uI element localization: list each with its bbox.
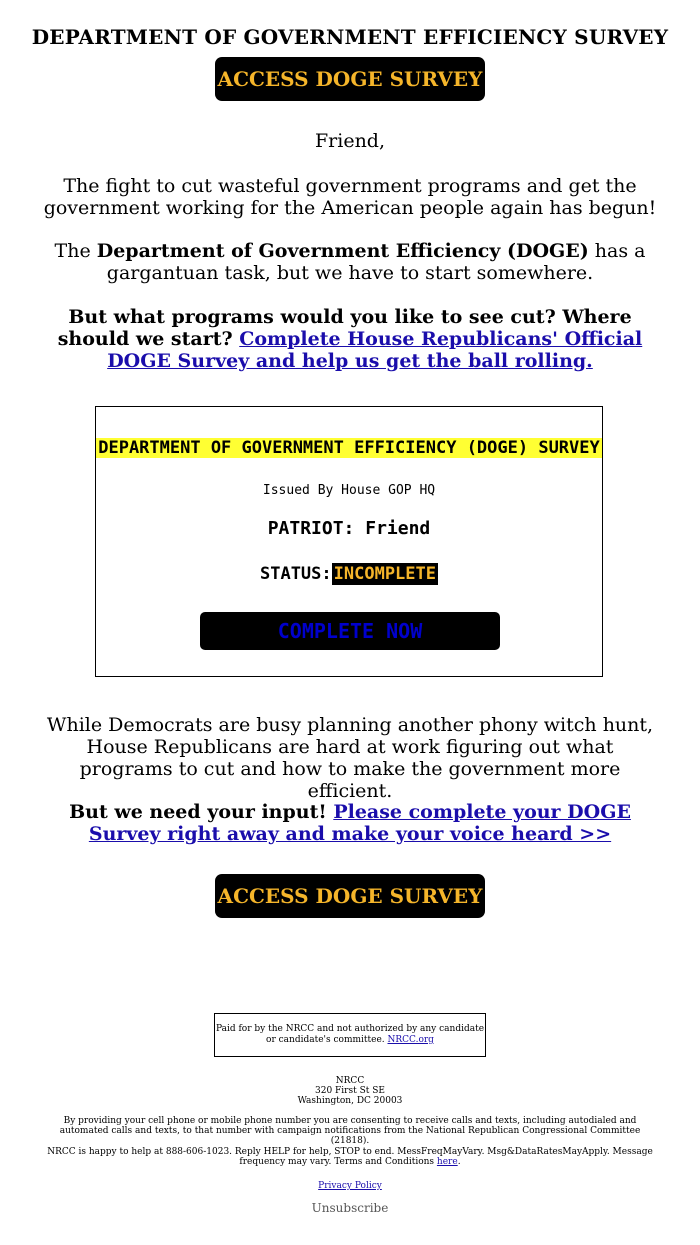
doge-paragraph-post: has a gargantuan task, but we have to start somewhere. <box>106 240 646 284</box>
input-text: But we need your input! <box>69 801 334 823</box>
patriot-row <box>96 518 602 539</box>
complete-now-button[interactable]: COMPLETE NOW <box>200 612 500 650</box>
patriot-label: PATRIOT: <box>267 518 355 539</box>
survey-link-2[interactable]: Please complete your DOGE Survey right away and make your voice heard >> <box>88 801 631 845</box>
privacy-row <box>40 1181 660 1191</box>
org-name: NRCC <box>335 1076 365 1086</box>
survey-card <box>95 406 603 677</box>
access-survey-button-top[interactable]: ACCESS DOGE SURVEY <box>215 57 485 101</box>
intro-paragraph: The fight to cut wasteful government programs and get the government working for the American people again has begun! <box>43 175 657 219</box>
greeting: Friend, <box>314 130 386 152</box>
doge-paragraph-pre: The <box>54 240 97 262</box>
address-line-1: 320 First St SE <box>315 1086 385 1096</box>
unsubscribe-link[interactable]: Unsubscribe <box>311 1201 389 1215</box>
doge-name: Department of Government Efficiency (DOGE) <box>96 240 589 262</box>
survey-link-1[interactable]: Complete House Republicans' Official DOGE Survey and help us get the ball rolling. <box>107 328 643 372</box>
status-row <box>96 564 602 584</box>
paid-for-disclaimer <box>214 1013 486 1057</box>
privacy-policy-link[interactable]: Privacy Policy <box>318 1181 382 1191</box>
disclaimer-text: Paid for by the NRCC and not authorized by any candidate or candidate's committee. <box>215 1024 485 1045</box>
card-title <box>96 437 602 460</box>
card-subtitle: Issued By House GOP HQ <box>262 483 436 498</box>
page-title: DEPARTMENT OF GOVERNMENT EFFICIENCY SURVEY <box>31 25 669 49</box>
help-text <box>40 1147 660 1167</box>
help-end: . <box>457 1157 461 1167</box>
consent-text: By providing your cell phone or mobile phone number you are consenting to receive calls and texts, including autodialed and automated calls and texts, to that number with campaign notifications from the National Republican Congressional Committee (21818). <box>59 1116 641 1146</box>
status-label: STATUS: <box>259 564 332 584</box>
patriot-value: Friend <box>365 518 431 539</box>
doge-paragraph <box>40 240 660 284</box>
address-line-2: Washington, DC 20003 <box>297 1096 403 1106</box>
input-paragraph <box>40 801 660 845</box>
help-body: NRCC is happy to help at 888-606-1023. Reply HELP for help, STOP to end. MessFreqMayVary. Msg&DataRatesMayApply. Message frequency may vary. Terms and Conditions <box>47 1147 653 1167</box>
democrats-paragraph: While Democrats are busy planning another phony witch hunt, House Republicans are hard at work figuring out what programs to cut and how to make the government more efficient. <box>46 714 654 802</box>
question-text: But what programs would you like to see cut? Where should we start? <box>57 306 632 350</box>
access-survey-button-bottom[interactable]: ACCESS DOGE SURVEY <box>215 874 485 918</box>
card-title-text: DEPARTMENT OF GOVERNMENT EFFICIENCY (DOGE) SURVEY <box>98 438 600 458</box>
nrcc-link[interactable]: NRCC.org <box>387 1035 434 1045</box>
address-block <box>40 1076 660 1106</box>
terms-link[interactable]: here <box>436 1157 458 1167</box>
question-paragraph <box>40 306 660 372</box>
status-badge: INCOMPLETE <box>333 564 436 584</box>
